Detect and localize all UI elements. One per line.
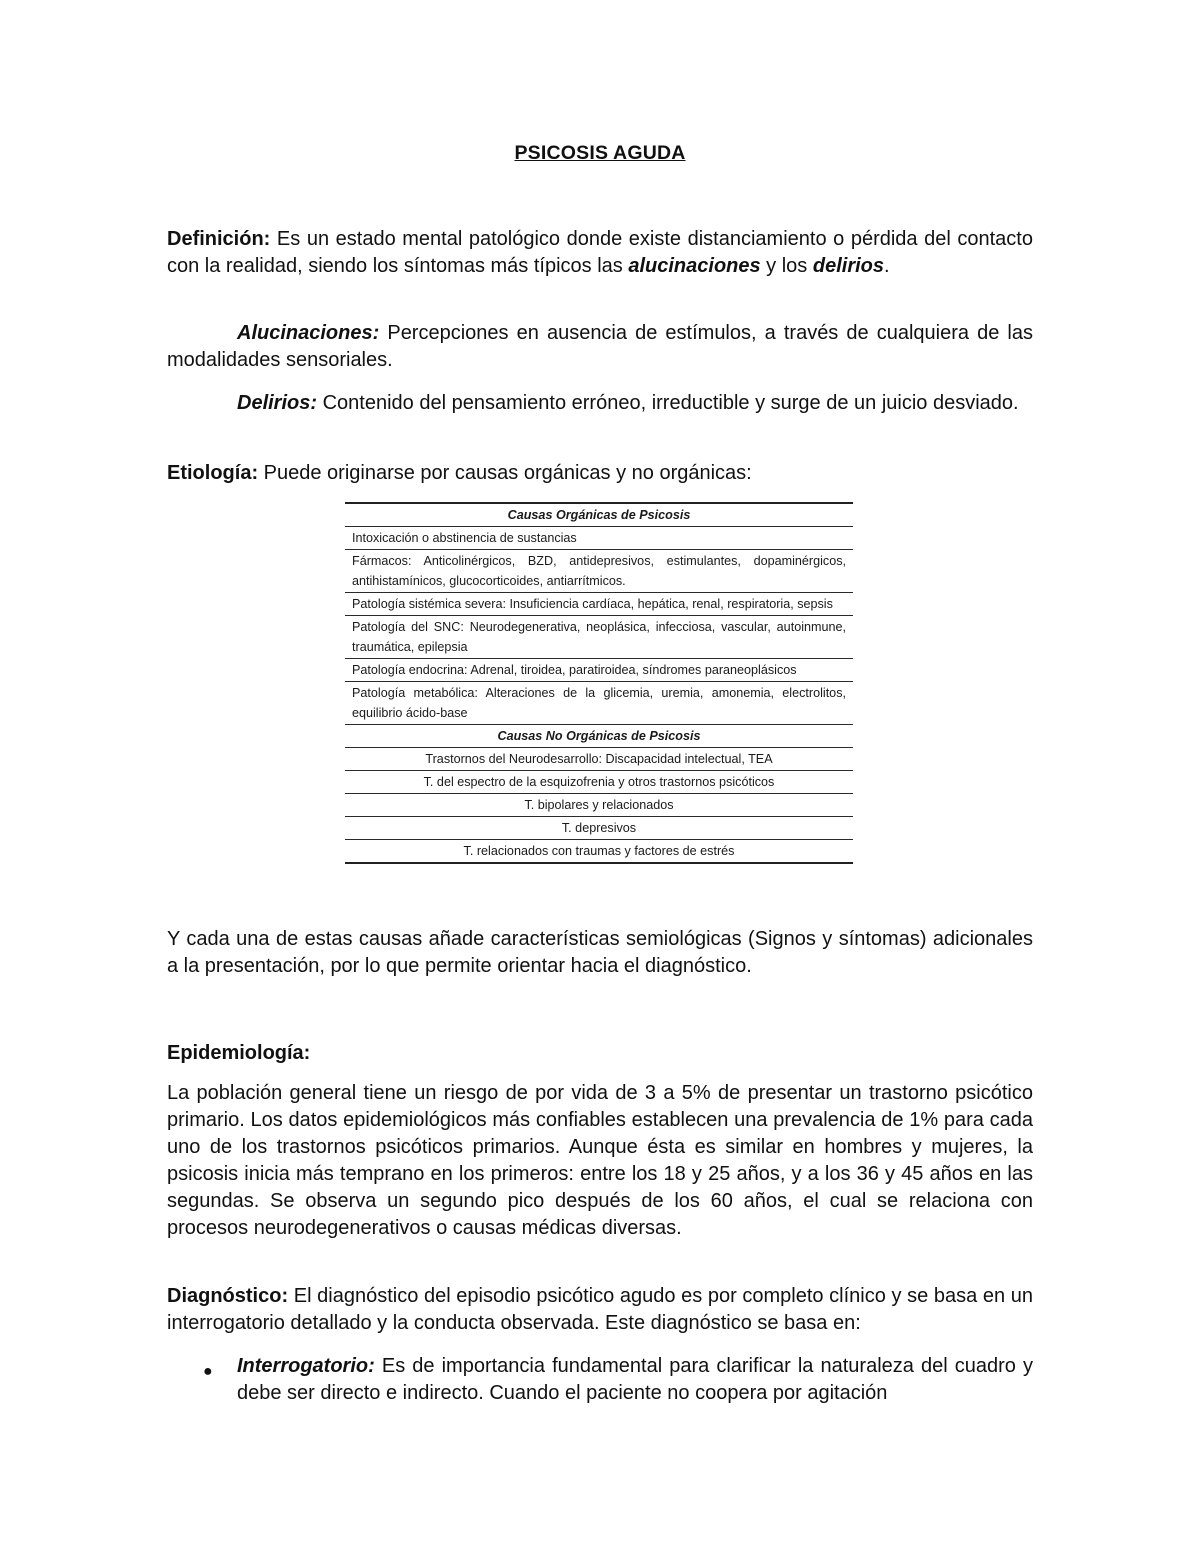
delirios-text: Contenido del pensamiento erróneo, irreductible y surge de un juicio desviado.	[317, 392, 1019, 414]
table-header-organic: Causas Orgánicas de Psicosis	[345, 504, 853, 527]
table-row: T. bipolares y relacionados	[345, 794, 853, 817]
definicion-paragraph	[167, 226, 1033, 280]
table-row: Patología endocrina: Adrenal, tiroidea, paratiroidea, síndromes paraneoplásicos	[345, 659, 853, 682]
etiologia-text: Puede originarse por causas orgánicas y no orgánicas:	[258, 462, 752, 484]
table-row: T. depresivos	[345, 817, 853, 840]
definicion-em-alucinaciones: alucinaciones	[628, 255, 761, 277]
diagnostico-paragraph	[167, 1283, 1033, 1337]
definicion-text-2: y los	[760, 255, 813, 277]
etiologia-paragraph	[167, 460, 1033, 487]
epidemiologia-label: Epidemiología:	[167, 1042, 311, 1064]
definicion-em-delirios: delirios	[812, 255, 885, 277]
table-row: Patología metabólica: Alteraciones de la glicemia, uremia, amonemia, electrolitos, equilibrio ácido-base	[345, 682, 853, 725]
delirios-paragraph	[167, 390, 1033, 417]
list-item	[167, 1353, 1033, 1407]
bullet-icon: ●	[203, 1363, 213, 1380]
table-row: T. relacionados con traumas y factores de estrés	[463, 844, 735, 858]
definicion-text-1: Es un estado mental patológico donde existe distanciamiento o pérdida del contacto con la realidad, siendo los síntomas más típicos las	[167, 228, 1033, 277]
table-header-nonorganic: Causas No Orgánicas de Psicosis	[345, 725, 853, 748]
delirios-label: Delirios:	[237, 392, 318, 414]
definicion-label: Definición:	[167, 228, 271, 250]
table-row: Intoxicación o abstinencia de sustancias	[345, 527, 853, 550]
diagnostico-text: El diagnóstico del episodio psicótico agudo es por completo clínico y se basa en un interrogatorio detallado y la conducta observada. Este diagnóstico se basa en:	[167, 1285, 1033, 1334]
diagnostico-list	[167, 1353, 1033, 1407]
table-row: Patología del SNC: Neurodegenerativa, neoplásica, infecciosa, vascular, autoinmune, traumática, epilepsia	[345, 616, 853, 659]
table-row: Fármacos: Anticolinérgicos, BZD, antidepresivos, estimulantes, dopaminérgicos, antihistamínicos, glucocorticoides, antiarrítmicos.	[345, 550, 853, 593]
alucinaciones-text: Percepciones en ausencia de estímulos, a través de cualquiera de las modalidades sensoriales.	[167, 322, 1033, 371]
bullet-text: Es de importancia fundamental para clarificar la naturaleza del cuadro y debe ser directo e indirecto. Cuando el paciente no coopera por agitación	[237, 1355, 1033, 1404]
epidemiologia-heading	[167, 1040, 1033, 1067]
table-row: T. del espectro de la esquizofrenia y otros trastornos psicóticos	[345, 771, 853, 794]
after-table-paragraph: Y cada una de estas causas añade características semiológicas (Signos y síntomas) adicionales a la presentación, por lo que permite orientar hacia el diagnóstico.	[167, 928, 1033, 977]
page-title: PSICOSIS AGUDA	[514, 142, 686, 164]
alucinaciones-paragraph	[167, 320, 1033, 374]
causes-table	[345, 502, 853, 864]
epidemiologia-paragraph: La población general tiene un riesgo de por vida de 3 a 5% de presentar un trastorno psicótico primario. Los datos epidemiológicos más confiables establecen una prevalencia de 1% para cada uno de los trastornos psicóticos primarios. Aunque ésta es similar en hombres y mujeres, la psicosis inicia más temprano en los primeros: entre los 18 y 25 años, y a los 36 y 45 años en las segundas. Se observa un segundo pico después de los 60 años, el cual se relaciona con procesos neurodegenerativos o causas médicas diversas.	[167, 1082, 1033, 1239]
diagnostico-label: Diagnóstico:	[167, 1285, 289, 1307]
bullet-label: Interrogatorio:	[237, 1355, 375, 1377]
table-row: Patología sistémica severa: Insuficiencia cardíaca, hepática, renal, respiratoria, sepsis	[345, 593, 853, 616]
alucinaciones-label: Alucinaciones:	[237, 322, 380, 344]
definicion-text-3: .	[884, 255, 890, 277]
etiologia-label: Etiología:	[167, 462, 259, 484]
table-row: Trastornos del Neurodesarrollo: Discapacidad intelectual, TEA	[345, 748, 853, 771]
